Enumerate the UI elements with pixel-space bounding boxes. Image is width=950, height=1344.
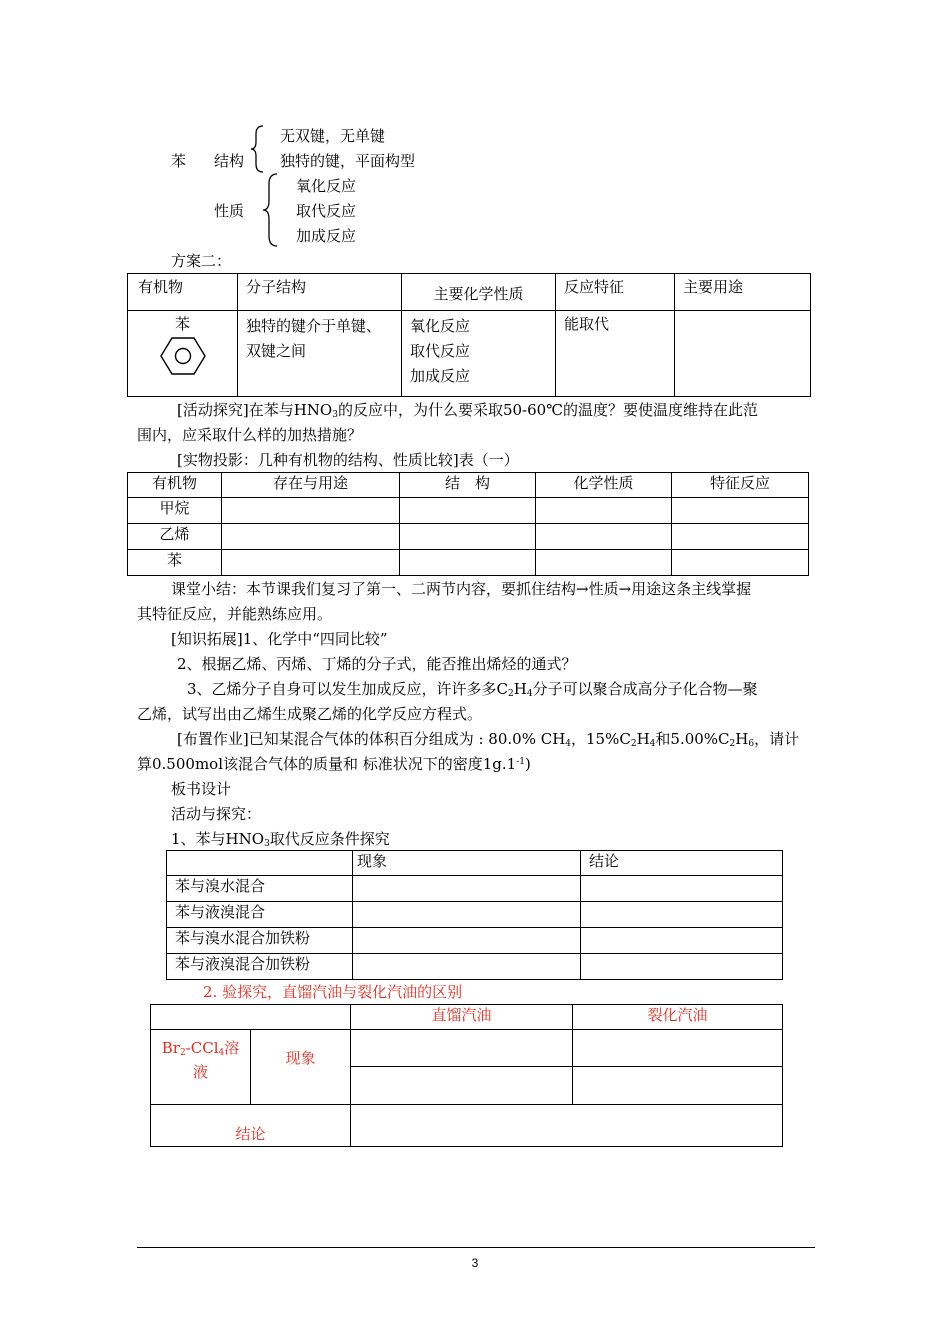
header-cell: 有机物 xyxy=(128,274,238,311)
header-cell: 有机物 xyxy=(128,473,222,498)
header-cell: 分子结构 xyxy=(238,274,402,311)
header-cell: 结 构 xyxy=(400,473,536,498)
experiment-title: 2. 验探究，直馏汽油与裂化汽油的区别 xyxy=(203,983,463,1001)
row-label: 苯与溴水混合 xyxy=(167,876,353,902)
header-cell: 主要化学性质 xyxy=(402,274,556,311)
table-row xyxy=(151,1105,783,1147)
row-label: 甲烷 xyxy=(128,498,222,524)
left-brace-icon xyxy=(250,124,266,174)
board-item-1: 1、苯与$HNO_3$取代反应条件探究 xyxy=(171,830,390,849)
structure-item-1: 无双键，无单键 xyxy=(280,127,386,145)
summary-line-2: 其特征反应，并能熟练应用。 xyxy=(137,605,333,623)
compound-cell xyxy=(128,311,238,397)
table-row xyxy=(167,902,783,928)
summary-line-1: 课堂小结：本节课我们复习了第一、二两节内容，要抓住结构→性质→用途这条主线掌握 xyxy=(171,580,752,598)
table-header-row xyxy=(128,473,809,498)
projection-title: [实物投影：几种有机物的结构、性质比较]表（一） xyxy=(177,451,519,469)
page-number: 3 xyxy=(471,1256,479,1270)
table-row xyxy=(167,954,783,980)
outline-structure-label: 结构 xyxy=(214,152,245,170)
row-label: 苯 xyxy=(128,550,222,576)
use-cell xyxy=(675,311,811,397)
table-row xyxy=(167,876,783,902)
header-cell: 反应特征 xyxy=(556,274,675,311)
extension-item-3-line-2: 乙烯，试写出由乙烯生成聚乙烯的化学反应方程式。 xyxy=(137,705,483,723)
board-subtitle: 活动与探究： xyxy=(171,805,262,823)
property-line: 加成反应 xyxy=(410,367,471,385)
structure-line: 独特的键介于单键、 xyxy=(246,317,382,335)
row-label: 苯与液溴混合加铁粉 xyxy=(167,954,353,980)
projection-table xyxy=(127,472,809,576)
reagent-line-1: $Br_2-CCl_4$溶 xyxy=(161,1039,240,1058)
feature-cell: 能取代 xyxy=(556,311,675,397)
structure-item-2: 独特的键，平面构型 xyxy=(280,152,416,170)
compound-name: 苯 xyxy=(174,315,190,333)
table-header-row xyxy=(167,851,783,876)
experiment-table xyxy=(150,1004,783,1147)
reagent-line-2: 液 xyxy=(192,1063,208,1081)
benzene-ring-icon xyxy=(160,336,206,376)
header-cell: 主要用途 xyxy=(675,274,811,311)
row-label: 苯与液溴混合 xyxy=(167,902,353,928)
table-row xyxy=(128,498,809,524)
header-cell: 裂化汽油 xyxy=(573,1005,783,1030)
table-row xyxy=(128,550,809,576)
table-row xyxy=(128,524,809,550)
property-line: 氧化反应 xyxy=(410,317,471,335)
table-row xyxy=(151,1030,783,1067)
conclusion-cell: 结论 xyxy=(151,1105,351,1147)
structure-cell xyxy=(238,311,402,397)
table-row xyxy=(128,311,811,397)
header-cell xyxy=(167,851,353,876)
property-item-3: 加成反应 xyxy=(296,227,357,245)
extension-item-3: 3、乙烯分子自身可以发生加成反应，许许多多$C_2H_4$分子可以聚合成高分子化合物—聚 xyxy=(187,680,758,699)
structure-line: 双键之间 xyxy=(246,342,307,360)
extension-item-2: 2、根据乙烯、丙烯、丁烯的分子式，能否推出烯烃的通式？ xyxy=(177,655,577,673)
activity-line-1: [活动探究]在苯与$HNO_3$的反应中，为什么要采取50-60℃的温度？要使温度维持在此范 xyxy=(177,401,758,420)
scheme2-table xyxy=(127,273,811,397)
phenomenon-cell: 现象 xyxy=(251,1030,351,1105)
header-cell: 存在与用途 xyxy=(222,473,400,498)
footer-divider xyxy=(137,1247,815,1248)
header-cell: 直馏汽油 xyxy=(351,1005,573,1030)
header-cell: 化学性质 xyxy=(536,473,672,498)
property-item-2: 取代反应 xyxy=(296,202,357,220)
homework-line-2: 算0.500mol该混合气体的质量和 标准状况下的密度$1g.1^{-1}$) xyxy=(137,755,531,773)
properties-cell xyxy=(402,311,556,397)
outline-benzene: 苯 xyxy=(171,152,187,170)
homework-line-1: [布置作业]已知某混合气体的体积百分组成为 : 80.0% $CH_4$，$15\%C_2H_4$和$5.00\%C_2H_6$，请计 xyxy=(177,730,800,749)
header-cell: 特征反应 xyxy=(672,473,809,498)
row-label: 乙烯 xyxy=(128,524,222,550)
header-cell: 现象 xyxy=(353,851,581,876)
table-header-row xyxy=(151,1005,783,1030)
header-cell: 结论 xyxy=(581,851,783,876)
table-header-row xyxy=(128,274,811,311)
extension-item-1: [知识拓展]1、化学中“四同比较” xyxy=(171,630,388,648)
row-label: 苯与溴水混合加铁粉 xyxy=(167,928,353,954)
activity-line-2: 围内，应采取什么样的加热措施？ xyxy=(137,426,363,444)
table-row xyxy=(167,928,783,954)
property-line: 取代反应 xyxy=(410,342,471,360)
outline-property-label: 性质 xyxy=(214,202,245,220)
property-item-1: 氧化反应 xyxy=(296,177,357,195)
board-title: 板书设计 xyxy=(171,780,232,798)
reagent-cell xyxy=(151,1030,251,1105)
scheme2-title: 方案二： xyxy=(171,252,232,270)
board-table xyxy=(166,850,783,980)
left-brace-icon xyxy=(262,172,280,248)
